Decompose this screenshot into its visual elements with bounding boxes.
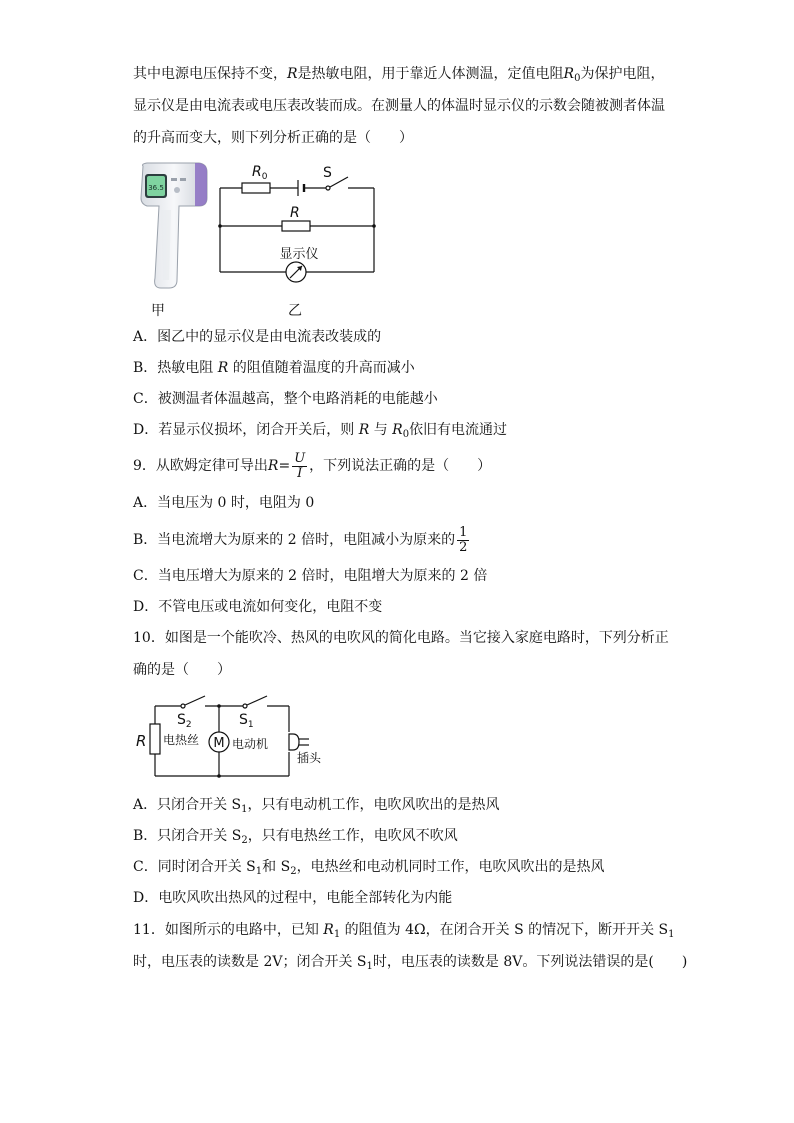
switch-s1-label: $S_1$ (239, 712, 254, 730)
motor-label: 电动机 (232, 737, 269, 751)
switch-s2-label: $S_2$ (177, 712, 192, 730)
q8-stem-line1: 其中电源电压保持不变，R是热敏电阻，用于靠近人体测温，定值电阻$R_0$为保护电阻， (133, 66, 665, 84)
q8-option-d: D．若显示仪损坏，闭合开关后，则 R 与 $R_0$依旧有电流通过 (133, 422, 508, 440)
label-yi: 乙 (288, 303, 302, 319)
plug-label: 插头 (297, 751, 322, 765)
q9-option-a: A．当电压为 0 时，电阻为 0 (133, 495, 315, 511)
circuit-yi-figure (210, 160, 390, 320)
q8-option-a: A．图乙中的显示仪是由电流表改装成的 (133, 329, 382, 345)
q10-stem-line2: 确的是（ ） (133, 662, 231, 678)
heater-r-label: R (136, 732, 147, 750)
hair-dryer-circuit-figure (133, 690, 343, 785)
q10-option-a: A．只闭合开关 $S_1$，只有电动机工作，电吹风吹出的是热风 (133, 797, 500, 815)
q8-stem-line2: 显示仪是由电流表或电压表改装而成。在测量人的体温时显示仪的示数会随被测者体温 (133, 98, 665, 114)
q9-option-b: B．当电流增大为原来的 2 倍时，电阻减小为原来的 $\frac{1}{2}$ (133, 524, 468, 555)
fraction-one-half: $\frac{1}{2}$ (459, 524, 468, 555)
q10-option-c: C．同时闭合开关 $S_1$和 $S_2$，电热丝和电动机同时工作，电吹风吹出的是热风 (133, 859, 605, 877)
heater-resistor (150, 724, 160, 754)
switch-s-label: S (323, 165, 332, 181)
q11-stem-line1: 11．如图所示的电路中，已知 $R_1$ 的阻值为 4Ω，在闭合开关 S 的情况下，断开开关 $S_1$ (133, 922, 675, 940)
r-resistor (282, 221, 310, 231)
r0-label: $R_0$ (252, 164, 268, 182)
q10-option-b: B．只闭合开关 $S_2$，只有电热丝工作，电吹风不吹风 (133, 828, 458, 846)
fraction-u-over-i: $\frac{U}{I}$ (294, 450, 306, 481)
q9-option-c: C．当电压增大为原来的 2 倍时，电阻增大为原来的 2 倍 (133, 568, 488, 584)
q10-stem-line1: 10．如图是一个能吹冷、热风的电吹风的简化电路。当它接入家庭电路时，下列分析正 (133, 630, 669, 646)
q8-stem-line3: 的升高而变大，则下列分析正确的是（ ） (133, 130, 413, 146)
r-label: R (290, 205, 300, 221)
plug-icon (289, 734, 299, 750)
label-jia: 甲 (151, 303, 165, 319)
q8-option-c: C．被测温者体温越高，整个电路消耗的电能越小 (133, 391, 438, 407)
motor-symbol: M (213, 736, 225, 751)
thermometer-figure (133, 160, 213, 320)
q8-option-b: B．热敏电阻 R 的阻值随着温度的升高而减小 (133, 360, 415, 376)
q10-option-d: D．电吹风吹出热风的过程中，电能全部转化为内能 (133, 890, 453, 906)
q11-stem-line2: 时，电压表的读数是 2V；闭合开关 $S_1$时，电压表的读数是 8V。下列说法错误的是( ) (133, 954, 688, 972)
display-label: 显示仪 (279, 247, 319, 262)
thermometer-reading: 36.5 (148, 184, 164, 192)
heater-label: 电热丝 (163, 733, 200, 747)
r0-resistor (242, 183, 270, 193)
q9-stem: 9．从欧姆定律可导出R= $\frac{U}{I}$ ，下列说法正确的是（ ） (133, 450, 492, 481)
q9-option-d: D．不管电压或电流如何变化，电阻不变 (133, 599, 383, 615)
